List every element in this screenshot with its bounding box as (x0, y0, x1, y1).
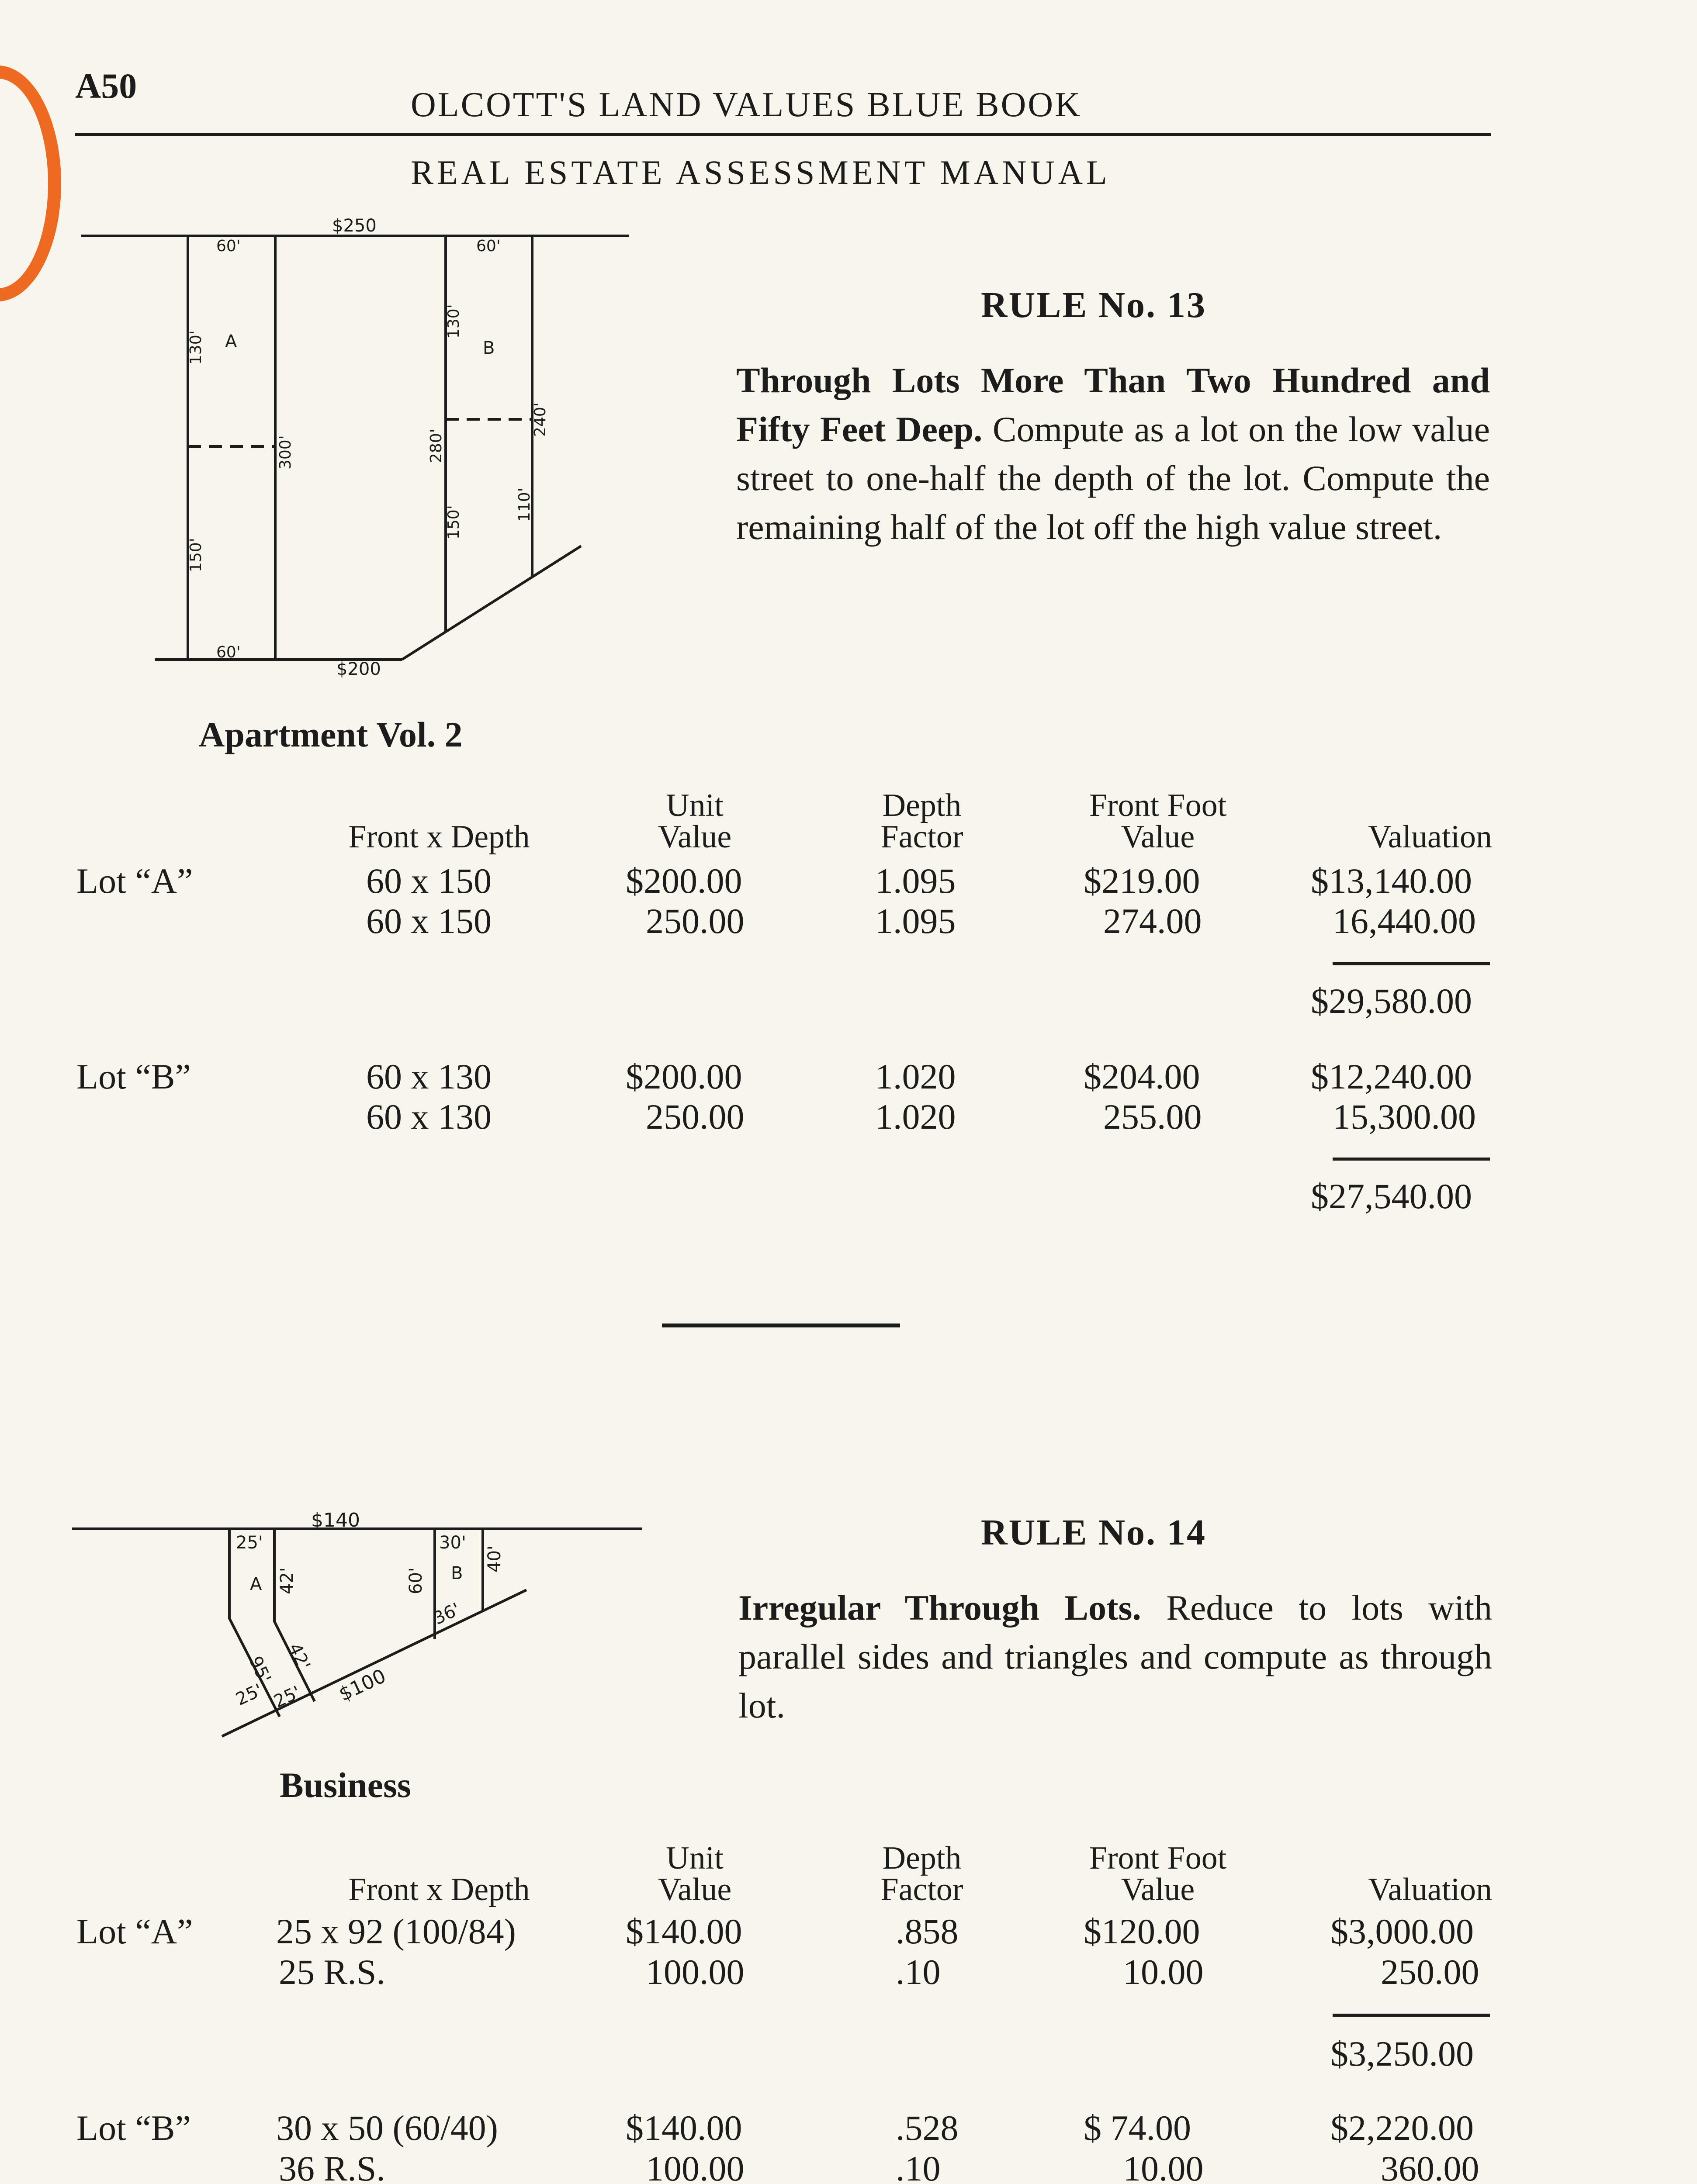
r13-lot-b-fd-2: 60 x 130 (366, 1097, 492, 1137)
r14-lot-a-ff-1: $120.00 (1084, 1911, 1200, 1951)
r13-lot-b-total: $27,540.00 (1311, 1176, 1472, 1216)
r14-lot-b-depth-right: 40' (485, 1545, 505, 1572)
r13-lot-b-fd-1: 60 x 130 (366, 1057, 492, 1096)
r14-lot-a-front: 25' (236, 1533, 263, 1553)
r14-lot-a-uv-1: $140.00 (626, 1911, 742, 1951)
r13-lot-b-df-2: 1.020 (875, 1097, 956, 1137)
r13-lot-b-ff-1: $204.00 (1084, 1057, 1200, 1096)
r14-header-depth-factor: Depth Factor (880, 1840, 963, 1908)
r14-lot-a-depth-top: 42' (277, 1567, 297, 1594)
rule-14-title: RULE No. 14 (981, 1512, 1207, 1553)
r13-lot-b-df-1: 1.020 (875, 1057, 956, 1096)
r13-lot-a-uv-1: $200.00 (626, 861, 742, 901)
r14-lot-b-label: Lot “B” (76, 2108, 191, 2148)
rule-14-heading: Irregular Through Lots. (738, 1588, 1141, 1628)
lot-b-front-label: 60' (476, 237, 501, 255)
rule-13-property-type: Apartment Vol. 2 (199, 715, 463, 754)
r14-lot-a-ff-2: 10.00 (1123, 1952, 1204, 1992)
r13-header-depth-factor: Depth Factor (880, 788, 963, 855)
r13-lot-b-val-1: $12,240.00 (1311, 1057, 1472, 1096)
lot-b-bottom-depth: 150' (445, 505, 463, 539)
r14-lot-a-letter: A (250, 1574, 262, 1594)
lot-a-total-depth: 300' (277, 435, 294, 470)
r13-lot-a-ff-2: 274.00 (1103, 901, 1202, 941)
bottom-price-label: $200 (336, 659, 381, 679)
r14-lot-a-total-rule (1333, 2014, 1490, 2017)
r14-lot-a-val-2: 250.00 (1381, 1952, 1479, 1992)
lot-a-top-depth: 130' (187, 330, 205, 365)
r14-bottom-price-label: $100 (336, 1665, 390, 1706)
lot-b-top-depth: 130' (445, 304, 463, 339)
r13-header-front-foot: Front Foot Value (1089, 788, 1227, 855)
r13-lot-b-ff-2: 255.00 (1103, 1097, 1202, 1137)
lot-b-short-depth: 110' (516, 487, 533, 522)
r13-header-unit-value: Unit Value (658, 788, 732, 855)
r13-lot-b-label: Lot “B” (76, 1057, 191, 1096)
r13-lot-b-uv-1: $200.00 (626, 1057, 742, 1096)
top-price-label: $250 (332, 216, 377, 236)
r13-lot-a-df-2: 1.095 (875, 901, 956, 941)
subhead: REAL ESTATE ASSESSMENT MANUAL (411, 153, 1111, 191)
r14-lot-a-val-1: $3,000.00 (1330, 1911, 1474, 1951)
r14-lot-a-depth-lower: 42' (284, 1640, 314, 1673)
r14-lot-b-df-1: .528 (896, 2108, 959, 2148)
rule-14-property-type: Business (280, 1765, 411, 1805)
running-head: OLCOTT'S LAND VALUES BLUE BOOK (411, 86, 1082, 124)
rule-13-heading: Through Lots More Than Two Hundred and Fifty Feet Deep. (736, 360, 1490, 449)
page-number: A50 (75, 66, 137, 106)
r13-lot-a-val-2: 16,440.00 (1333, 901, 1476, 941)
r13-lot-b-val-2: 15,300.00 (1333, 1097, 1476, 1137)
rule-14-body: Reduce to lots with parallel sides and triangles and compute as through lot. (738, 1588, 1493, 1725)
r14-lot-a-total: $3,250.00 (1330, 2034, 1474, 2073)
r14-lot-b-fd-2: 36 R.S. (279, 2149, 385, 2184)
r14-lot-b-letter: B (451, 1563, 463, 1583)
r14-top-price-label: $140 (311, 1509, 360, 1531)
r14-lot-a-rear: 25' (270, 1682, 304, 1712)
lot-b-right-total-depth: 240' (531, 402, 549, 437)
r14-lot-b-ff-1: $ 74.00 (1084, 2108, 1191, 2148)
r13-lot-a-fd-1: 60 x 150 (366, 861, 492, 901)
r14-lot-a-df-2: .10 (896, 1952, 941, 1992)
rule-13-text (736, 356, 1490, 552)
r14-lot-b-uv-2: 100.00 (646, 2149, 745, 2184)
r13-lot-a-df-1: 1.095 (875, 861, 956, 901)
r14-lot-b-rear: 36' (430, 1599, 464, 1629)
section-divider (662, 1324, 900, 1327)
r13-lot-a-label: Lot “A” (76, 861, 193, 901)
r14-lot-b-df-2: .10 (896, 2149, 941, 2184)
r14-lot-b-fd-1: 30 x 50 (60/40) (276, 2108, 498, 2148)
rule-13-title: RULE No. 13 (981, 285, 1207, 325)
rule-14-lot-diagram (0, 0, 655, 1747)
lot-b-letter: B (483, 338, 495, 358)
r14-lot-a-uv-2: 100.00 (646, 1952, 745, 1992)
r13-lot-b-total-rule (1333, 1158, 1490, 1161)
r14-header-front-foot: Front Foot Value (1089, 1840, 1227, 1908)
lot-a-rear-label: 60' (216, 643, 241, 661)
r13-lot-a-uv-2: 250.00 (646, 901, 745, 941)
lot-b-left-total-depth: 280' (427, 429, 445, 463)
r14-lot-a-rear-left: 25' (232, 1680, 266, 1710)
lot-a-front-label: 60' (216, 237, 241, 255)
r13-lot-a-total: $29,580.00 (1311, 981, 1472, 1021)
r13-lot-a-ff-1: $219.00 (1084, 861, 1200, 901)
r14-lot-b-uv-1: $140.00 (626, 2108, 742, 2148)
r14-lot-a-df-1: .858 (896, 1911, 959, 1951)
r14-lot-a-fd-2: 25 R.S. (279, 1952, 385, 1992)
lot-a-bottom-depth: 150' (187, 538, 205, 572)
r13-lot-b-uv-2: 250.00 (646, 1097, 745, 1137)
r14-lot-a-right-line (274, 1529, 315, 1701)
lot-a-letter: A (225, 332, 237, 352)
r14-lot-b-val-2: 360.00 (1381, 2149, 1479, 2184)
r14-lot-b-ff-2: 10.00 (1123, 2149, 1204, 2184)
r13-lot-a-val-1: $13,140.00 (1311, 861, 1472, 901)
r14-header-front-depth: Front x Depth (348, 1872, 530, 1908)
rule-14-text (738, 1583, 1492, 1730)
r14-lot-b-front: 30' (439, 1533, 466, 1553)
r13-lot-a-fd-2: 60 x 150 (366, 901, 492, 941)
r14-header-valuation: Valuation (1368, 1872, 1492, 1908)
r14-lot-a-fd-1: 25 x 92 (100/84) (276, 1911, 516, 1951)
r14-header-unit-value: Unit Value (658, 1840, 732, 1908)
r13-header-valuation: Valuation (1368, 819, 1492, 855)
r14-lot-b-val-1: $2,220.00 (1330, 2108, 1474, 2148)
r13-lot-a-total-rule (1333, 962, 1490, 965)
r14-lot-a-label: Lot “A” (76, 1911, 193, 1951)
r14-lot-a-side: 95' (245, 1653, 275, 1686)
rule-13-body: Compute as a lot on the low value street to one-half the depth of the lot. Compute the remaining half of the lot off the high value street. (736, 409, 1490, 547)
r13-header-front-depth: Front x Depth (348, 819, 530, 855)
r14-lot-b-depth-left: 60' (406, 1567, 426, 1594)
